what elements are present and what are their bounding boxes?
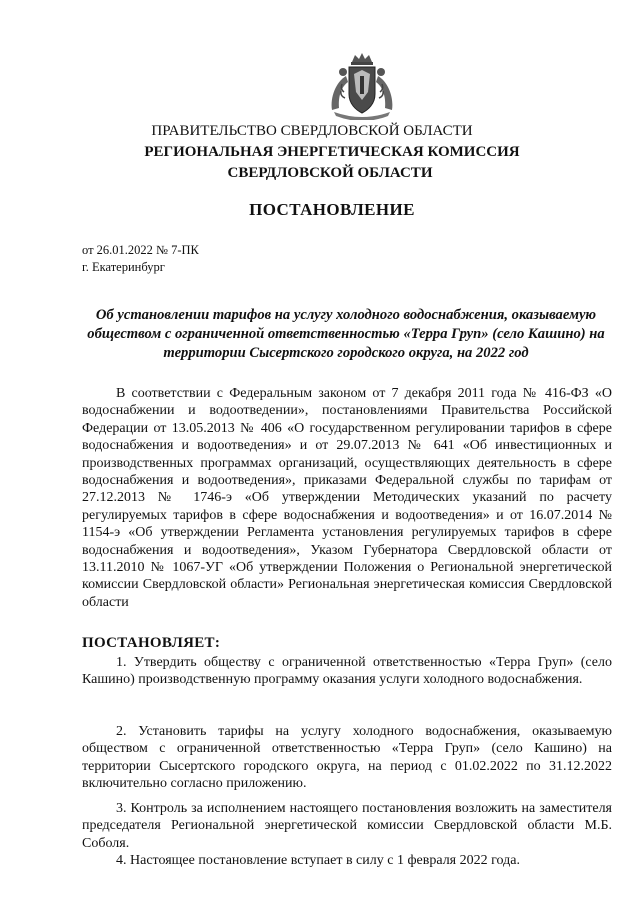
document-city: г. Екатеринбург <box>82 260 165 274</box>
sverdlovsk-oblast-coat-of-arms-icon <box>324 52 400 120</box>
resolution-item-2: 2. Установить тарифы на услугу холодного водоснабжения, оказываемую обществом с ограниченной ответственностью «Терра Груп» (село Кашино) на территории Сысертского городского округа, на период с 01.02.2022 по 31.12.2022 включительно согласно приложению. <box>82 724 612 792</box>
resolution-item-1: 1. Утвердить обществу с ограниченной ответственностью «Терра Груп» (село Кашино) производственную программу оказания услуги холодного водоснабжения. <box>82 655 612 688</box>
document-subject: Об установлении тарифов на услугу холодного водоснабжения, оказываемую обществом с ограниченной ответственностью «Терра Груп» (село Кашино) на территории Сысертского городского округа, на 2022 год <box>87 307 605 361</box>
commission-region: СВЕРДЛОВСКОЙ ОБЛАСТИ <box>227 165 433 181</box>
document-type-title: ПОСТАНОВЛЕНИЕ <box>249 200 415 219</box>
document-date-number: от 26.01.2022 № 7-ПК <box>82 243 199 257</box>
government-name: ПРАВИТЕЛЬСТВО СВЕРДЛОВСКОЙ ОБЛАСТИ <box>151 123 473 139</box>
preamble-paragraph: В соответствии с Федеральным законом от 7 декабря 2011 года № 416-ФЗ «О водоснабжении и водоотведении», постановлениями Правительства Российской Федерации от 13.05.2013 № 406 «О государственном регулировании тарифов в сфере водоснабжения и водоотведения» и от 29.07.2013 № 641 «Об инвестиционных и производственных программах организаций, осуществляющих деятельность в сфере водоснабжения и водоотведения», приказами Федеральной службы по тарифам от 27.12.2013 № 1746-э «Об утверждении Методических указаний по расчету регулируемых тарифов в сфере водоснабжения и водоотведения» и от 16.07.2014 № 1154-э «Об утверждении Регламента установления регулируемых тарифов в сфере водоснабжения и водоотведения», Указом Губернатора Свердловской области от 13.11.2010 № 1067-УГ «Об утверждении Положения о Региональной энергетической комиссии Свердловской области» Региональная энергетическая комиссия Свердловской области <box>82 386 612 610</box>
commission-name: РЕГИОНАЛЬНАЯ ЭНЕРГЕТИЧЕСКАЯ КОМИССИЯ <box>144 144 520 160</box>
resolution-item-4: 4. Настоящее постановление вступает в силу с 1 февраля 2022 года. <box>116 853 520 868</box>
resolution-item-3: 3. Контроль за исполнением настоящего постановления возложить на заместителя председателя Региональной энергетической комиссии Свердловской области М.Б. Соболя. <box>82 801 612 851</box>
resolves-heading: ПОСТАНОВЛЯЕТ: <box>82 635 221 651</box>
